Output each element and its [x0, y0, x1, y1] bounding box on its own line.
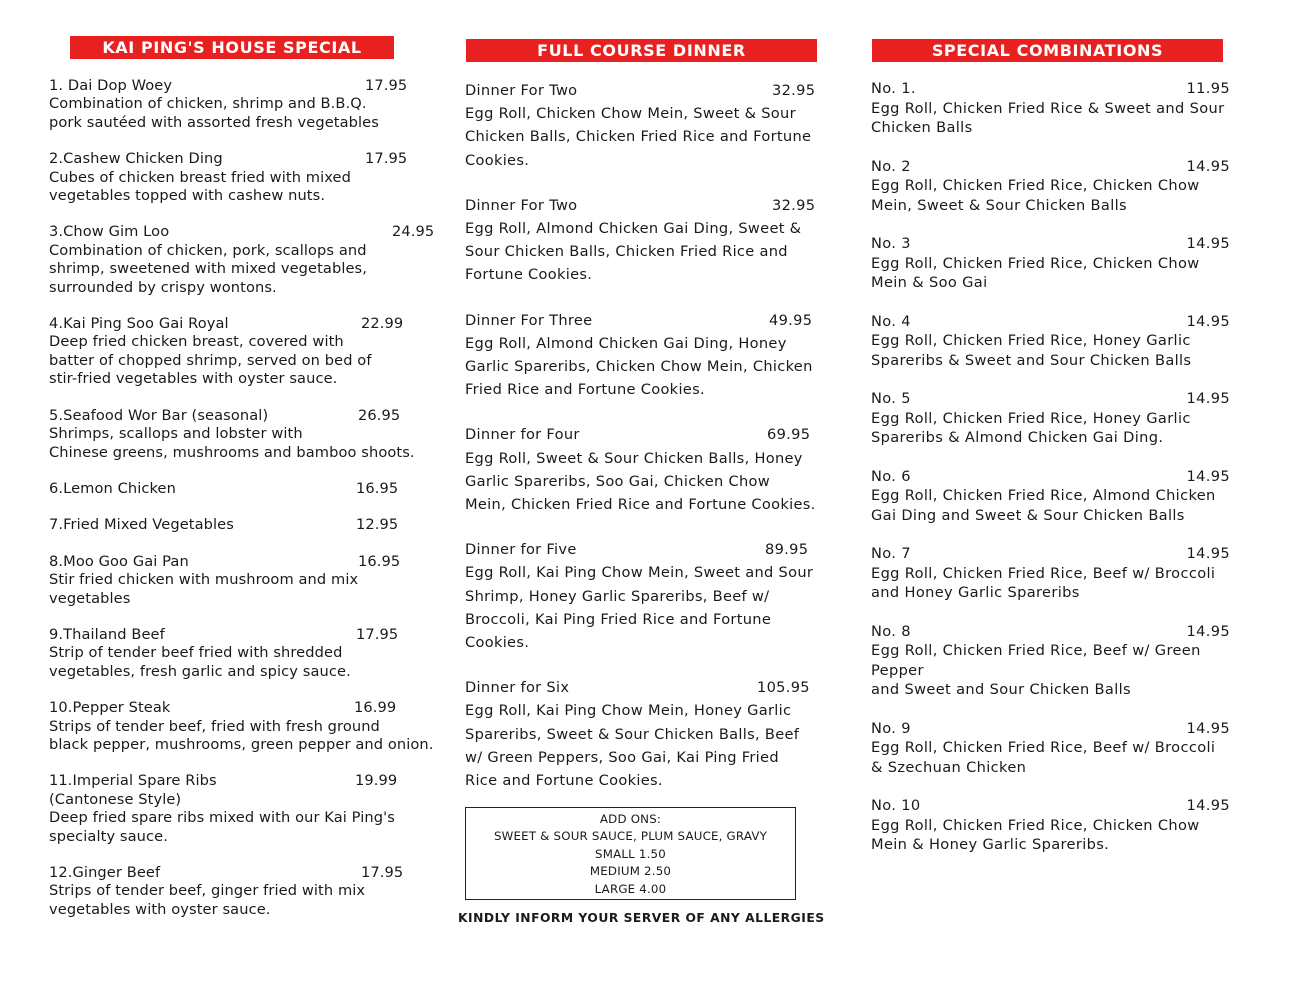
combination-item [871, 544, 1237, 603]
house-special-item-name: 6.Lemon Chicken [49, 479, 176, 497]
house-special-item-header [49, 699, 445, 717]
combination-item-description: Egg Roll, Chicken Fried Rice, Honey Garlic Spareribs & Almond Chicken Gai Ding. [871, 409, 1191, 446]
house-special-item-header [49, 516, 445, 534]
full-course-item-price: 89.95 [765, 541, 809, 559]
combination-item-header [871, 467, 1237, 487]
full-course-item-name: Dinner For Two [465, 196, 578, 214]
house-special-item-name: 12.Ginger Beef [49, 864, 161, 881]
combination-item-price: 14.95 [1186, 467, 1230, 485]
house-special-item [49, 77, 445, 132]
combination-item-name: No. 10 [871, 797, 921, 814]
combination-item-name: No. 4 [871, 312, 911, 330]
full-course-item-description: Egg Roll, Kai Ping Chow Mein, Honey Garlic Spareribs, Sweet & Sour Chicken Balls, Beef w/ Green Peppers, Soo Gai, Kai Ping Fried Rice and Fortune Cookies. [465, 702, 800, 790]
house-special-item-description: Stir fried chicken with mushroom and mix vegetables [49, 571, 359, 607]
house-special-list [49, 77, 445, 937]
full-course-item-price: 49.95 [769, 311, 813, 329]
house-special-item-price: 22.99 [361, 315, 404, 333]
combination-item [871, 622, 1237, 700]
full-course-item-header [465, 538, 825, 561]
combination-item-header [871, 389, 1237, 409]
house-special-item [49, 223, 445, 297]
combination-item-price: 14.95 [1186, 390, 1230, 407]
combination-item-price: 14.95 [1186, 797, 1230, 814]
full-course-item-price: 32.95 [772, 196, 816, 214]
combination-item-price: 14.95 [1186, 622, 1230, 640]
combination-item-header [871, 312, 1237, 332]
house-special-item [49, 150, 445, 205]
house-special-item [49, 516, 445, 534]
combination-item-name: No. 3 [871, 235, 911, 252]
house-special-item-price: 17.95 [365, 77, 408, 94]
add-ons-small: SMALL 1.50 [595, 846, 666, 861]
full-course-item [465, 309, 825, 402]
combination-item-header [871, 234, 1237, 254]
full-course-item-description: Egg Roll, Chicken Chow Mein, Sweet & Sour Chicken Balls, Chicken Fried Rice and Fortune Cookies. [465, 105, 812, 169]
combination-item-description: Egg Roll, Chicken Fried Rice & Sweet and Sour Chicken Balls [871, 99, 1225, 136]
house-special-item [49, 407, 445, 462]
combination-item [871, 312, 1237, 371]
house-special-item-name: 8.Moo Goo Gai Pan [49, 552, 189, 570]
combination-item-price: 14.95 [1186, 235, 1230, 252]
house-special-item-header [49, 480, 445, 498]
house-special-item-header [49, 150, 445, 168]
combinations-banner: SPECIAL COMBINATIONS [872, 39, 1223, 62]
full-course-item-price: 32.95 [772, 82, 816, 99]
full-course-item-description: Egg Roll, Kai Ping Chow Mein, Sweet and Sour Shrimp, Honey Garlic Spareribs, Beef w/ Broccoli, Kai Ping Fried Rice and Fortune Cookies. [465, 564, 814, 652]
full-course-item-header [465, 194, 825, 217]
combination-item-name: No. 6 [871, 467, 911, 485]
full-course-item-name: Dinner For Two [465, 82, 578, 99]
full-course-item-name: Dinner for Six [465, 679, 570, 697]
house-special-item-description: (Cantonese Style) Deep fried spare ribs mixed with our Kai Ping's specialty sauce. [49, 790, 395, 845]
house-special-item-name: 9.Thailand Beef [49, 625, 165, 643]
combinations-list [871, 79, 1237, 874]
house-special-item-header [49, 223, 445, 241]
house-special-item-name: 5.Seafood Wor Bar (seasonal) [49, 406, 269, 424]
house-special-item-name: 7.Fried Mixed Vegetables [49, 516, 234, 534]
house-special-item [49, 480, 445, 498]
house-special-item-header [49, 77, 445, 95]
combination-item-description: Egg Roll, Chicken Fried Rice, Chicken Chow Mein, Sweet & Sour Chicken Balls [871, 177, 1200, 214]
house-special-item-description: Deep fried chicken breast, covered with batter of chopped shrimp, served on bed of stir-fried vegetables with oyster sauce. [49, 333, 372, 388]
combination-item-price: 11.95 [1186, 80, 1230, 97]
combination-item [871, 79, 1237, 138]
add-ons-box [465, 807, 796, 900]
house-special-item-name: 11.Imperial Spare Ribs [49, 772, 217, 790]
full-course-banner: FULL COURSE DINNER [466, 39, 817, 62]
combination-item [871, 157, 1237, 216]
house-special-item-price: 17.95 [365, 150, 408, 168]
combination-item-price: 14.95 [1186, 157, 1230, 175]
combination-item-name: No. 7 [871, 545, 911, 562]
house-special-banner: KAI PING'S HOUSE SPECIAL [70, 36, 394, 59]
combination-item-name: No. 8 [871, 622, 911, 640]
house-special-item-description: Strip of tender beef fried with shredded vegetables, fresh garlic and spicy sauce. [49, 644, 351, 680]
house-special-item-price: 17.95 [356, 625, 399, 643]
combination-item-price: 14.95 [1186, 719, 1230, 737]
house-special-item-name: 2.Cashew Chicken Ding [49, 150, 223, 168]
house-special-item-price: 16.95 [358, 552, 401, 570]
combination-item-name: No. 1. [871, 80, 916, 97]
combination-item-header [871, 544, 1237, 564]
combination-item-name: No. 9 [871, 719, 911, 737]
combination-item-description: Egg Roll, Chicken Fried Rice, Chicken Chow Mein & Soo Gai [871, 254, 1200, 291]
house-special-item-price: 26.95 [358, 406, 401, 424]
combination-item [871, 719, 1237, 778]
combination-item-name: No. 5 [871, 390, 911, 407]
full-course-item-header [465, 309, 825, 332]
combination-item-price: 14.95 [1186, 312, 1230, 330]
house-special-item [49, 772, 445, 846]
add-ons-large: LARGE 4.00 [594, 881, 667, 896]
combination-item-header [871, 79, 1237, 99]
full-course-item-name: Dinner for Five [465, 541, 577, 559]
house-special-item [49, 315, 445, 389]
house-special-item-description: Combination of chicken, shrimp and B.B.Q. pork sautéed with assorted fresh vegetables [49, 95, 379, 131]
house-special-item-name: 3.Chow Gim Loo [49, 223, 170, 241]
full-course-list [465, 79, 825, 814]
combination-item-description: Egg Roll, Chicken Fried Rice, Almond Chicken Gai Ding and Sweet & Sour Chicken Balls [871, 487, 1216, 524]
combination-item-description: Egg Roll, Chicken Fried Rice, Chicken Chow Mein & Honey Garlic Spareribs. [871, 816, 1200, 853]
house-special-item-name: 4.Kai Ping Soo Gai Royal [49, 315, 229, 333]
combination-item-name: No. 2 [871, 157, 911, 175]
house-special-item-price: 17.95 [361, 864, 404, 881]
combination-item-price: 14.95 [1186, 545, 1230, 562]
combination-item [871, 467, 1237, 526]
house-special-item [49, 699, 445, 754]
full-course-item-description: Egg Roll, Almond Chicken Gai Ding, Honey Garlic Spareribs, Chicken Chow Mein, Chicken Fried Rice and Fortune Cookies. [465, 334, 813, 399]
house-special-item-description: Strips of tender beef, fried with fresh ground black pepper, mushrooms, green pepper and onion. [49, 717, 434, 753]
add-ons-sauces: SWEET & SOUR SAUCE, PLUM SAUCE, GRAVY [493, 829, 768, 844]
full-course-item-name: Dinner for Four [465, 426, 580, 444]
house-special-item-description: Combination of chicken, pork, scallops and shrimp, sweetened with mixed vegetables, surrounded by crispy wontons. [49, 241, 367, 296]
combination-item-header [871, 796, 1237, 816]
combination-item [871, 389, 1237, 448]
combination-item-header [871, 622, 1237, 642]
full-course-item [465, 538, 825, 654]
house-special-item-header [49, 772, 445, 790]
combination-item-description: Egg Roll, Chicken Fried Rice, Beef w/ Broccoli & Szechuan Chicken [871, 739, 1216, 776]
house-special-item-header [49, 864, 445, 882]
add-ons-title: ADD ONS: [599, 812, 662, 826]
house-special-item-price: 12.95 [356, 516, 399, 534]
full-course-item [465, 79, 825, 172]
full-course-item [465, 423, 825, 516]
house-special-item-header [49, 553, 445, 571]
full-course-item-description: Egg Roll, Almond Chicken Gai Ding, Sweet & Sour Chicken Balls, Chicken Fried Rice and Fortune Cookies. [465, 220, 802, 284]
house-special-item-name: 1. Dai Dop Woey [49, 77, 173, 94]
allergy-notice: KINDLY INFORM YOUR SERVER OF ANY ALLERGIES [458, 911, 825, 925]
full-course-item-header [465, 676, 825, 699]
house-special-item-price: 16.99 [354, 699, 397, 717]
house-special-item-description: Cubes of chicken breast fried with mixed vegetables topped with cashew nuts. [49, 168, 351, 205]
full-course-item-header [465, 423, 825, 446]
full-course-item-price: 105.95 [757, 679, 810, 697]
house-special-item-name: 10.Pepper Steak [49, 699, 171, 717]
full-course-item-name: Dinner For Three [465, 311, 593, 329]
house-special-item [49, 864, 445, 919]
combination-item-header [871, 719, 1237, 739]
add-ons-medium: MEDIUM 2.50 [589, 864, 672, 879]
full-course-item [465, 194, 825, 287]
house-special-item-header [49, 315, 445, 333]
house-special-item-header [49, 626, 445, 644]
combination-item-description: Egg Roll, Chicken Fried Rice, Beef w/ Broccoli and Honey Garlic Spareribs [871, 564, 1216, 601]
combination-item-header [871, 157, 1237, 177]
house-special-item-price: 19.99 [355, 772, 398, 790]
full-course-item [465, 676, 825, 792]
house-special-item [49, 553, 445, 608]
house-special-item-description: Shrimps, scallops and lobster with Chinese greens, mushrooms and bamboo shoots. [49, 425, 415, 461]
house-special-item [49, 626, 445, 681]
combination-item [871, 796, 1237, 855]
full-course-item-description: Egg Roll, Sweet & Sour Chicken Balls, Honey Garlic Spareribs, Soo Gai, Chicken Chow Mein, Chicken Fried Rice and Fortune Cookies. [465, 449, 816, 514]
house-special-item-header [49, 407, 445, 425]
combination-item-description: Egg Roll, Chicken Fried Rice, Honey Garlic Spareribs & Sweet and Sour Chicken Balls [871, 332, 1192, 369]
house-special-item-description: Strips of tender beef, ginger fried with mix vegetables with oyster sauce. [49, 882, 366, 918]
combination-item [871, 234, 1237, 293]
combination-item-description: Egg Roll, Chicken Fried Rice, Beef w/ Green Pepper and Sweet and Sour Chicken Balls [871, 642, 1201, 698]
full-course-item-price: 69.95 [767, 426, 811, 444]
house-special-item-price: 16.95 [356, 479, 399, 497]
house-special-item-price: 24.95 [392, 223, 435, 241]
full-course-item-header [465, 79, 825, 102]
